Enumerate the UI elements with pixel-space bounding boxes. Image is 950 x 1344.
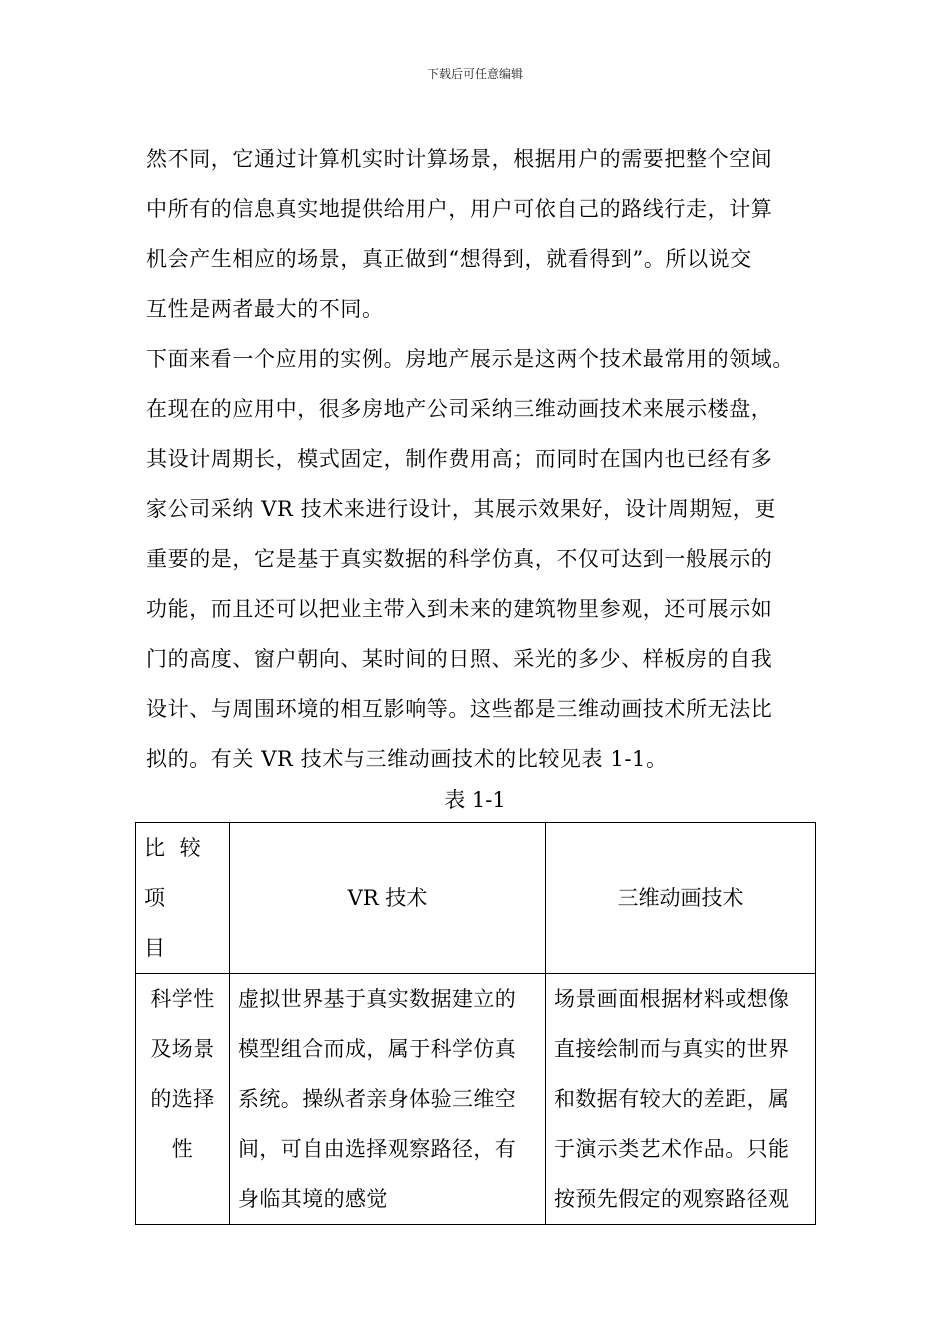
cell-line: 于演示类艺术作品。只能 <box>554 1137 790 1161</box>
comparison-table <box>135 822 816 1225</box>
row-label-cell <box>136 974 230 1225</box>
paragraph-line: 家公司采纳 VR 技术来进行设计，其展示效果好，设计周期短，更 <box>146 497 776 521</box>
body-text <box>146 134 836 784</box>
header-cell-animation: 三维动画技术 <box>546 823 816 974</box>
vr-description-cell <box>230 974 546 1225</box>
paragraph-line: 机会产生相应的场景，真正做到“想得到，就看得到”。所以说交 <box>146 247 752 271</box>
header-cell-item-line: 目 <box>144 936 169 960</box>
cell-line: 性 <box>171 1137 194 1161</box>
cell-line: 虚拟世界基于真实数据建立的 <box>238 987 517 1011</box>
cell-line: 的选择 <box>150 1087 215 1111</box>
header-cell-item <box>136 823 230 974</box>
paragraph-line: 其设计周期长，模式固定，制作费用高；而同时在国内也已经有多 <box>146 447 773 471</box>
table-row <box>136 974 816 1225</box>
paragraph-line: 重要的是，它是基于真实数据的科学仿真，不仅可达到一般展示的 <box>146 547 773 571</box>
paragraph-line: 互性是两者最大的不同。 <box>146 297 384 321</box>
cell-line: 按预先假定的观察路径观 <box>554 1187 790 1211</box>
paragraph-line: 功能，而且还可以把业主带入到未来的建筑物里参观，还可展示如 <box>146 597 773 621</box>
cell-line: 系统。操纵者亲身体验三维空 <box>238 1087 517 1111</box>
header-cell-item-line: 比 较 项 <box>144 836 205 910</box>
cell-line: 及场景 <box>150 1037 215 1061</box>
header-cell-vr: VR 技术 <box>230 823 546 974</box>
animation-description-cell <box>546 974 816 1225</box>
cell-line: 间，可自由选择观察路径，有 <box>238 1137 517 1161</box>
page-header: 下载后可任意编辑 <box>426 67 523 81</box>
table-caption: 表 1-1 <box>444 788 506 812</box>
paragraph-line: 中所有的信息真实地提供给用户，用户可依自己的路线行走，计算 <box>146 197 773 221</box>
paragraph-line: 然不同，它通过计算机实时计算场景，根据用户的需要把整个空间 <box>146 147 773 171</box>
paragraph-line: 下面来看一个应用的实例。房地产展示是这两个技术最常用的领域。 <box>146 347 794 371</box>
table-header-row <box>136 823 816 974</box>
paragraph-line: 拟的。有关 VR 技术与三维动画技术的比较见表 1-1。 <box>146 747 668 771</box>
cell-line: 和数据有较大的差距，属 <box>554 1087 790 1111</box>
cell-line: 直接绘制而与真实的世界 <box>554 1037 790 1061</box>
paragraph-line: 设计、与周围环境的相互影响等。这些都是三维动画技术所无法比 <box>146 697 773 721</box>
paragraph-line: 门的高度、窗户朝向、某时间的日照、采光的多少、样板房的自我 <box>146 647 773 671</box>
cell-line: 场景画面根据材料或想像 <box>554 987 790 1011</box>
cell-line: 模型组合而成，属于科学仿真 <box>238 1037 517 1061</box>
paragraph-line: 在现在的应用中，很多房地产公司采纳三维动画技术来展示楼盘， <box>146 397 773 421</box>
cell-line: 身临其境的感觉 <box>238 1187 388 1211</box>
cell-line: 科学性 <box>150 987 215 1011</box>
